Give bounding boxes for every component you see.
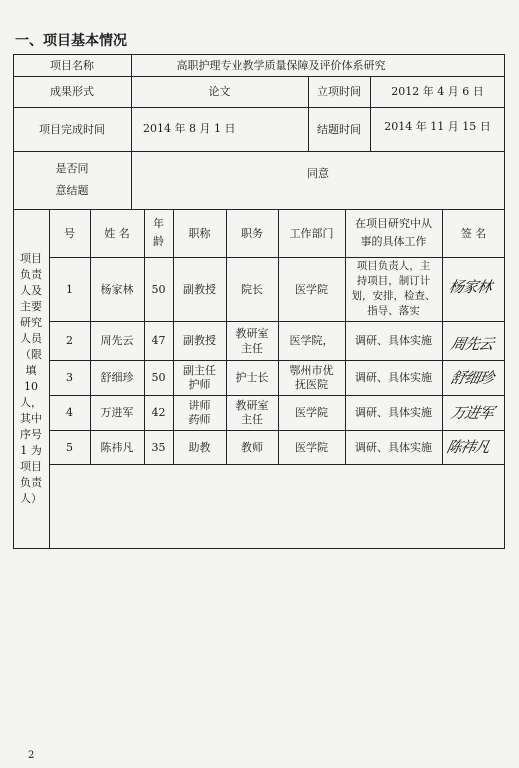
header-age: 年 龄: [153, 217, 164, 248]
row4-duty: 教研室 主任: [235, 398, 269, 426]
section-title: 一、项目基本情况: [15, 33, 127, 49]
row3-signature: 舒细珍: [448, 369, 495, 387]
agree-label: 是否同 意结题: [55, 162, 89, 197]
row1-age: 50: [151, 282, 166, 296]
row2-dept: 医学院，: [289, 334, 334, 347]
row3-age: 50: [151, 371, 166, 384]
row5-age: 35: [151, 440, 166, 454]
result-form-value: 论文: [208, 85, 231, 98]
row5-dept: 医学院: [295, 440, 328, 454]
header-name: 姓 名: [104, 226, 130, 240]
row2-seq: 2: [66, 334, 73, 347]
members-side-label: 项目 负责 人及 主要 研究 人员 （限 填 10 人， 其中 序号 1 为 项目 负责 人）: [20, 252, 42, 505]
header-signature: 签 名: [460, 226, 487, 240]
row4-work: 调研、具体实施: [355, 406, 432, 419]
row1-name: 杨家林: [100, 282, 134, 296]
row5-title: 助教: [188, 440, 211, 454]
end-time-value: 2014 年 11 月 15 日: [384, 120, 491, 133]
row3-work: 调研、具体实施: [355, 371, 432, 384]
row1-title: 副教授: [183, 282, 216, 296]
row2-name: 周先云: [100, 334, 134, 347]
header-seq: 号: [64, 226, 75, 240]
completion-time-value: 2014 年 8 月 1 日: [143, 122, 236, 135]
header-dept: 工作部门: [289, 226, 334, 240]
row5-work: 调研、具体实施: [355, 440, 432, 454]
project-name-value: 高职护理专业教学质量保障及评价体系研究: [176, 58, 386, 72]
row4-name: 万进军: [100, 406, 134, 419]
row3-dept: 鄂州市优 抚医院: [289, 363, 334, 391]
row2-age: 47: [151, 334, 166, 347]
header-title: 职称: [188, 226, 211, 240]
page-number: 2: [28, 750, 35, 761]
row1-work: 项目负责人，主 持项目，制订计 划，安排，检查、 指导、落实: [351, 260, 436, 317]
row1-signature: 杨家林: [446, 278, 493, 296]
result-form-label: 成果形式: [50, 85, 94, 98]
completion-time-label: 项目完成时间: [39, 122, 105, 136]
agree-value: 同意: [307, 166, 329, 180]
start-time-value: 2012 年 4 月 6 日: [391, 85, 484, 98]
row1-seq: 1: [66, 282, 73, 296]
row3-duty: 护士长: [235, 371, 269, 384]
row2-signature: 周先云: [448, 335, 495, 353]
row5-name: 陈祎凡: [100, 440, 134, 454]
project-name-label: 项目名称: [50, 58, 94, 72]
end-time-label: 结题时间: [317, 122, 361, 136]
row3-title: 副主任 护师: [183, 363, 216, 391]
row-divider: [49, 464, 505, 465]
row4-title: 讲师 药师: [188, 398, 211, 426]
row2-work: 调研、具体实施: [355, 334, 432, 347]
row2-title: 副教授: [183, 334, 216, 347]
row1-dept: 医学院: [295, 282, 328, 296]
header-work: 在项目研究中从 事的具体工作: [355, 217, 432, 248]
row5-signature: 陈祎凡: [444, 438, 491, 456]
header-duty: 职务: [241, 226, 263, 240]
row4-signature: 万进军: [448, 404, 495, 422]
row5-seq: 5: [66, 440, 73, 454]
row2-duty: 教研室 主任: [235, 326, 269, 355]
row1-duty: 院长: [241, 282, 263, 296]
row4-seq: 4: [66, 406, 73, 419]
row3-name: 舒细珍: [100, 371, 134, 384]
row3-seq: 3: [66, 371, 73, 384]
row4-dept: 医学院: [295, 406, 328, 419]
row4-age: 42: [151, 406, 166, 419]
start-time-label: 立项时间: [317, 85, 361, 98]
row5-duty: 教师: [241, 440, 263, 454]
project-basic-info-form: [13, 54, 505, 549]
